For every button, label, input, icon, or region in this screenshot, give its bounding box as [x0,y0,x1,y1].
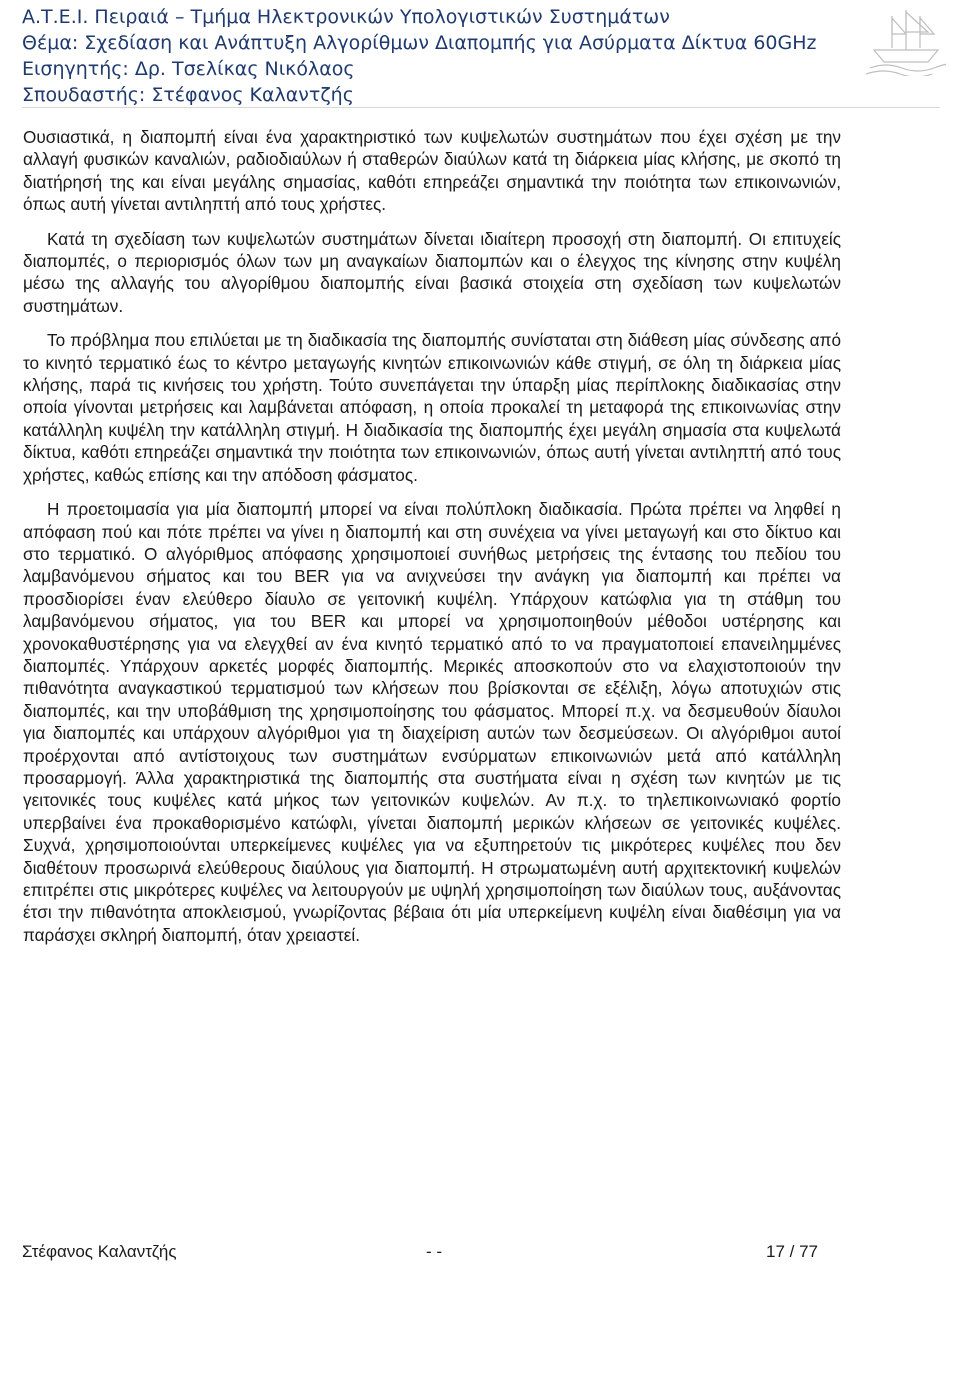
paragraph-1: Ουσιαστικά, η διαπομπή είναι ένα χαρακτηριστικό των κυψελωτών συστημάτων που έχει σχέση με την αλλαγή φυσικών καναλιών, ραδιοδιαύλων ή σταθερών διαύλων κατά τη διάρκεια μίας κλήσης, με σκοπό τη διατήρησή της και είναι μεγάλης σημασίας, καθότι επηρεάζει σημαντικά την ποιότητα των επικοινωνιών, όπως αυτή γίνεται αντιληπτή από τους χρήστες. [23,127,841,215]
paragraph-spacer [23,317,841,329]
paragraph-4: Η προετοιμασία για μία διαπομπή μπορεί να είναι πολύπλοκη διαδικασία. Πρώτα πρέπει να ληφθεί η απόφαση πού και πότε πρέπει να γίνει η διαπομπή και στη συνέχεια να γίνει μεταγωγή και στο δίκτυο και στο τερματικό. Ο αλγόριθμος απόφασης χρησιμοποιεί συνήθως μετρήσεις της έντασης του πεδίου του λαμβανόμενου σήματος και του BER για να ανιχνεύσει την ανάγκη για διαπομπή και πρέπει να προσδιορίσει έναν ελεύθερο δίαυλο σε γειτονική κυψέλη. Υπάρχουν κατώφλια για τη στάθμη του λαμβανόμενου σήματος, για του BER και μπορεί να χρησιμοποιηθούν μέθοδοι υστέρησης και χρονοκαθυστέρησης για να ελεγχθεί αν ένα κινητό τερματικό από το να πραγματοποιεί επανειλημμένες διαπομπές. Υπάρχουν αρκετές μορφές διαπομπής. Μερικές αποσκοπούν στο να ελαχιστοποιούν την πιθανότητα αναγκαστικού τερματισμού των κλήσεων που βρίσκονται σε εξέλιξη, λόγω αποτυχιών στις διαπομπές, και την υποβάθμιση της χρησιμοποίησης του φάσματος. Μπορεί π.χ. να δεσμευθούν δίαυλοι για διαπομπές και υπάρχουν αλγόριθμοι για τη διαχείριση αυτών των δεσμεύσεων. Οι αλγόριθμοι αυτοί προέρχονται από αντίστοιχους των συστημάτων ενσύρματων επικοινωνιών μετά από κατάλληλη προσαρμογή. Άλλα χαρακτηριστικά της διαπομπής στα συστήματα είναι η σχέση των κινητών με τις γειτονικές τους κυψέλες κατά μήκος των γειτονικών κυψελών. Αν π.χ. το τηλεπικοινωνιακό φορτίο υπερβαίνει ένα προκαθορισμένο κατώφλι, γίνεται διαπομπή μερικών κλήσεων σε γειτονικές κυψέλες. Συχνά, χρησιμοποιούνται υπερκείμενες κυψέλες για να εξυπηρετούν τις μικρότερες κυψέλες που δεν διαθέτουν προσωρινά ελεύθερους διαύλους για διαπομπή. Η στρωματωμένη αυτή αρχιτεκτονική κυψελών επιτρέπει στις μικρότερες κυψέλες να λειτουργούν με υψηλή χρησιμοποίηση των διαύλων τους, αυξάνοντας έτσι την πιθανότητα αποκλεισμού, γνωρίζοντας βέβαια ότι μία υπερκείμενη κυψέλη είναι διαθέσιμη για να παράσχει σκληρή διαπομπή, όταν χρειαστεί. [23,499,841,945]
header-student: Σπουδαστής: Στέφανος Καλαντζής [22,84,354,106]
header-topic: Θέμα: Σχεδίαση και Ανάπτυξη Αλγορίθμων Διαπομπής για Ασύρματα Δίκτυα 60GHz [22,32,817,54]
paragraph-3: Το πρόβλημα που επιλύεται με τη διαδικασία της διαπομπής συνίσταται στη διάθεση μίας σύνδεσης από το κινητό τερματικό έως το κέντρο μεταγωγής κινητών επικοινωνιών κάθε στιγμή, σε όλη τη διάρκεια μίας κλήσης, παρά τις κινήσεις του χρήστη. Τούτο συνεπάγεται την ύπαρξη μίας περίπλοκης διαδικασίας στην οποία γίνονται μετρήσεις και λαμβάνεται απόφαση, η οποία προκαλεί τη μεταφορά της επικοινωνίας στην κατάλληλη κυψέλη την κατάλληλη στιγμή. Η διαδικασία της διαπομπής έχει μεγάλη σημασία στα κυψελωτά δίκτυα, καθότι επηρεάζει σημαντικά την ποιότητα των επικοινωνιών, όπως αυτή γίνεται αντιληπτή από τους χρήστες, καθώς επίσης και την απόδοση φάσματος. [23,330,841,485]
paragraph-spacer [23,216,841,228]
footer-separator: - - [426,1242,443,1261]
paragraph-2: Κατά τη σχεδίαση των κυψελωτών συστημάτων δίνεται ιδιαίτερη προσοχή στη διαπομπή. Οι επιτυχείς διαπομπές, ο περιορισμός όλων των μη αναγκαίων διαπομπών και ο έλεγχος της κίνησης στην κυψέλη μέσω της αλλαγής του αλγορίθμου διαπομπής είναι βασικά στοιχεία στη σχεδίαση των κυψελωτών συστημάτων. [23,228,841,316]
footer-author: Στέφανος Καλαντζής [22,1242,177,1261]
document-header [22,4,822,108]
header-supervisor: Εισηγητής: Δρ. Τσελίκας Νικόλαος [22,58,355,80]
ship-logo-icon [866,4,946,76]
header-divider [22,107,940,108]
document-body [23,126,841,946]
paragraph-spacer [23,486,841,498]
footer-page-number: 17 / 77 [766,1242,818,1261]
header-institution: Α.Τ.Ε.Ι. Πειραιά – Τμήμα Ηλεκτρονικών Υπολογιστικών Συστημάτων [22,6,670,28]
